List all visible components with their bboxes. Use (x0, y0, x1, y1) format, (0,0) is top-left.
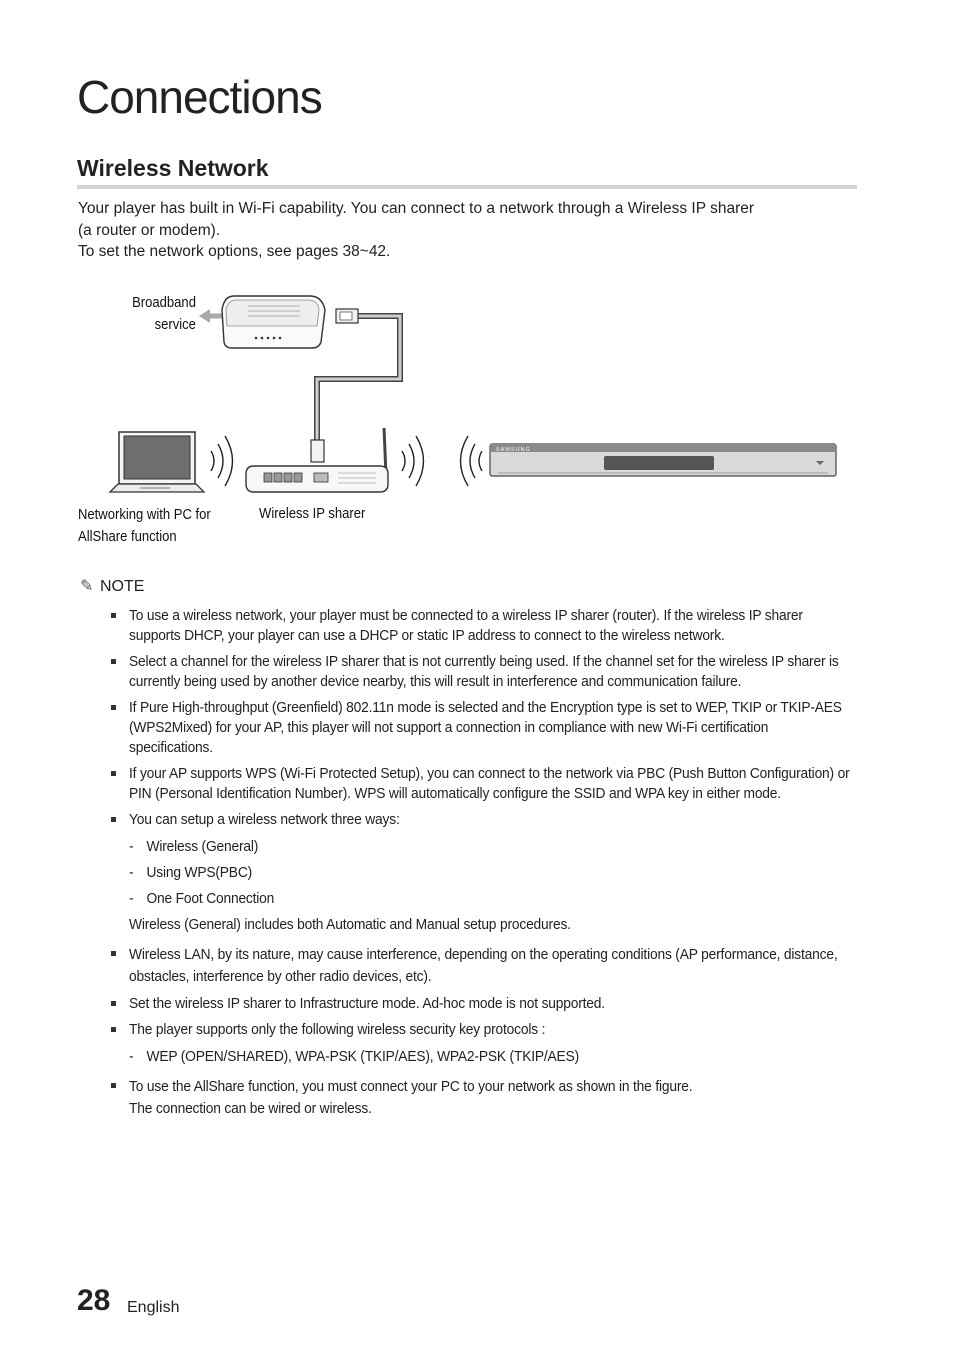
note-item-text: Wireless LAN, by its nature, may cause interference, depending on the operating conditions (AP performance, distance, obstacles, interference by other radio devices, etc). (129, 946, 838, 985)
note-item (109, 994, 859, 1014)
note-item-text: You can setup a wireless network three ways: (129, 811, 400, 828)
broadband-arrow-icon (199, 309, 222, 323)
note-item (109, 1020, 859, 1070)
sub-item: - One Foot Connection (129, 890, 275, 907)
sub-item-text: WEP (OPEN/SHARED), WPA-PSK (TKIP/AES), WPA2-PSK (TKIP/AES) (146, 1048, 580, 1065)
setup-ways-list (129, 834, 859, 912)
broadband-label (132, 292, 196, 336)
protocols-list (129, 1044, 859, 1070)
note-item-text: Select a channel for the wireless IP sharer that is not currently being used. If the channel set for the wireless IP sharer is currently being used by another device nearby, this will result in interference and communication failure. (129, 653, 839, 690)
pc-label-line: Networking with PC for (78, 507, 211, 523)
note-item-text: Set the wireless IP sharer to Infrastructure mode. Ad-hoc mode is not supported. (129, 995, 605, 1012)
note-item-text: To use the AllShare function, you must connect your PC to your network as shown in the figure. (129, 1078, 693, 1095)
note-item (109, 698, 859, 758)
laptop-icon (110, 432, 204, 492)
pc-label (78, 504, 211, 548)
sub-item-text: One Foot Connection (146, 890, 275, 907)
pc-label-line: AllShare function (78, 529, 177, 545)
setup-after-text: Wireless (General) includes both Automatic and Manual setup procedures. (129, 916, 571, 933)
note-item-text: If your AP supports WPS (Wi-Fi Protected Setup), you can connect to the network via PBC (Push Button Configuration) or PIN (Personal Identification Number). WPS will automatically configure the SSID and WPA key in either mode. (129, 765, 850, 802)
wifi-waves-icon (211, 436, 233, 486)
intro-line: (a router or modem). (78, 221, 221, 239)
network-diagram (0, 280, 954, 560)
note-heading-text: NOTE (100, 578, 145, 595)
pencil-icon: ✎ (80, 578, 94, 595)
intro-text (78, 198, 858, 263)
allshare-after-text: The connection can be wired or wireless. (129, 1100, 372, 1117)
note-heading (80, 576, 144, 596)
page-number: 28 (77, 1284, 111, 1317)
note-item (109, 652, 859, 692)
intro-line: Your player has built in Wi-Fi capability. You can connect to a network through a Wireless IP sharer (78, 200, 755, 217)
sharer-label: Wireless IP sharer (259, 506, 366, 522)
section-rule (77, 185, 857, 189)
note-item (109, 810, 859, 938)
player-brand: SAMSUNG (496, 447, 531, 453)
wifi-waves-icon (402, 436, 424, 486)
modem-icon (222, 296, 325, 348)
intro-line: To set the network options, see pages 38~42. (78, 243, 391, 260)
broadband-label-line: service (154, 317, 196, 333)
sub-item: - WEP (OPEN/SHARED), WPA-PSK (TKIP/AES), WPA2-PSK (TKIP/AES) (129, 1048, 580, 1065)
wifi-waves-icon (461, 436, 483, 486)
chapter-title: Connections (77, 71, 322, 123)
note-item (109, 1076, 859, 1120)
sub-item: - Wireless (General) (129, 838, 259, 855)
bluray-player-icon (490, 444, 836, 476)
note-list (109, 606, 859, 1126)
page-language: English (127, 1299, 180, 1316)
note-item (109, 606, 859, 646)
note-item (109, 764, 859, 804)
note-item-text: To use a wireless network, your player must be connected to a wireless IP sharer (router). If the wireless IP sharer supports DHCP, your player can use a DHCP or static IP address to connect to the wireless network. (129, 607, 803, 644)
broadband-label-line: Broadband (132, 295, 196, 311)
note-item-text: The player supports only the following wireless security key protocols : (129, 1021, 546, 1038)
sub-item-text: Wireless (General) (146, 838, 259, 855)
sub-item: - Using WPS(PBC) (129, 864, 253, 881)
section-title: Wireless Network (77, 155, 269, 181)
note-item-text: If Pure High-throughput (Greenfield) 802.11n mode is selected and the Encryption type is set to WEP, TKIP or TKIP-AES (WPS2Mixed) for your AP, this player will not support a connection in compliance with new Wi-Fi certification specifications. (129, 699, 842, 756)
sub-item-text: Using WPS(PBC) (146, 864, 253, 881)
ethernet-cable-icon (311, 309, 400, 462)
note-item (109, 944, 859, 988)
